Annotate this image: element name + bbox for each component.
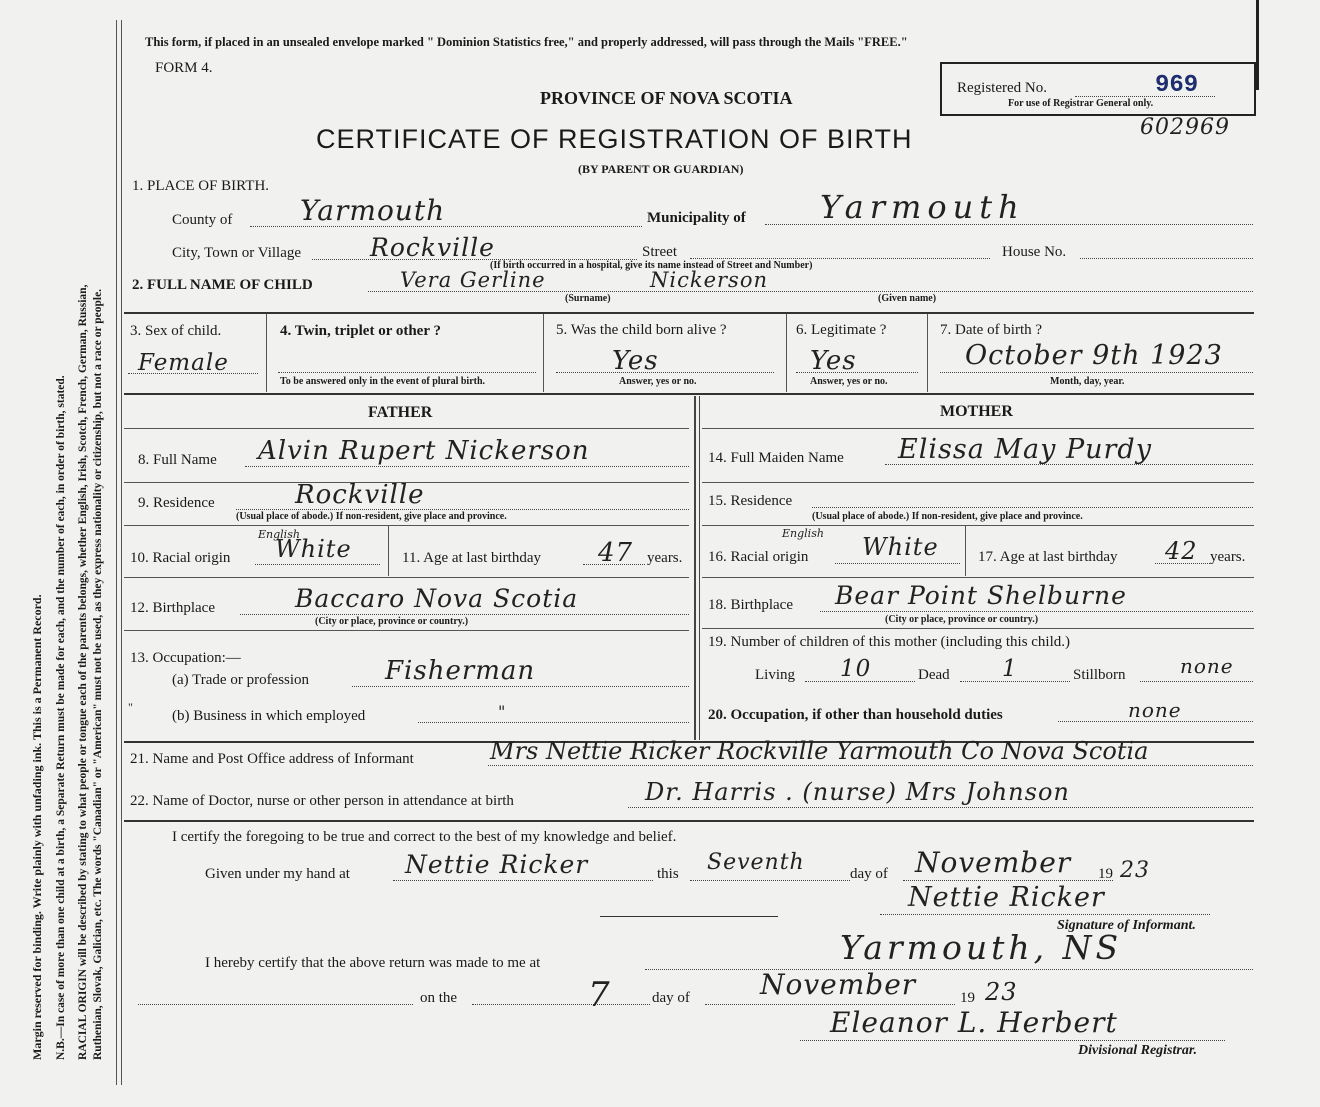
mother-res-note: (Usual place of abode.) If non-resident, give place and province. — [812, 511, 1083, 522]
city-value: Rockville — [370, 233, 495, 262]
dead-label: Dead — [918, 667, 950, 683]
place-of-birth-label: 1. PLACE OF BIRTH. — [132, 178, 270, 194]
father-mother-divider — [694, 396, 696, 740]
legit-value: Yes — [810, 346, 857, 376]
father-heading: FATHER — [368, 404, 433, 421]
father-trade-label: (a) Trade or profession — [172, 672, 310, 688]
certify-year-prefix: 19 — [1098, 866, 1113, 882]
father-trade-dots — [352, 686, 689, 687]
mother-name-value: Elissa May Purdy — [898, 434, 1152, 465]
street-label: Street — [642, 244, 677, 260]
mother-name-label: 14. Full Maiden Name — [708, 450, 844, 466]
rule-1 — [124, 312, 1254, 314]
dob-value: October 9th 1923 — [965, 340, 1223, 371]
father-age-value: 47 — [598, 538, 634, 568]
certify-month-dots — [903, 880, 1113, 881]
registrar-signature: Eleanor L. Herbert — [830, 1006, 1118, 1039]
sex-dots — [128, 373, 258, 374]
mother-race-value: White — [862, 533, 939, 561]
rule-4 — [124, 820, 1254, 822]
legit-dots — [796, 372, 918, 373]
mother-birthplace-dots — [820, 611, 1253, 612]
living-value: 10 — [840, 656, 872, 682]
registered-label: Registered No. — [957, 80, 1047, 96]
legit-label: 6. Legitimate ? — [796, 322, 887, 338]
father-business-value: " — [498, 702, 507, 721]
registrar-signature-label: Divisional Registrar. — [1078, 1043, 1198, 1058]
county-label: County of — [172, 212, 233, 228]
child-surname-value: Nickerson — [650, 268, 768, 292]
father-race-divider — [388, 526, 389, 576]
mother-occ-value: none — [1128, 698, 1182, 722]
certify-year-value: 23 — [1120, 858, 1150, 883]
mother-res-dots — [812, 507, 1253, 508]
given-label: Given under my hand at — [205, 866, 350, 882]
mother-race-dots — [835, 563, 960, 564]
mother-age-unit: years. — [1210, 549, 1246, 565]
mail-notice: This form, if placed in an unsealed envelope marked " Dominion Statistics free," and properly addressed, will pass through the Mails "FREE." — [145, 35, 908, 49]
informant-signature-label: Signature of Informant. — [1057, 918, 1196, 933]
alive-label: 5. Was the child born alive ? — [556, 322, 727, 338]
father-heading-rule — [124, 428, 689, 429]
certificate-subtitle: (BY PARENT OR GUARDIAN) — [578, 162, 744, 176]
this-label: this — [657, 866, 679, 882]
registrar-month-value: November — [760, 968, 917, 1001]
side-note-nb: N.B.—In case of more than one child at a birth, a Separate Return must be made for each, and the number of each, in order of birth, stated. — [55, 375, 67, 1060]
side-note-binding: Margin reserved for binding. Write plainly with unfading ink. This is a Permanent Record. — [30, 594, 44, 1060]
father-rule-b — [124, 525, 689, 526]
father-birthplace-label: 12. Birthplace — [130, 600, 215, 616]
side-note-racial-2: Ruthenian, Slovak, Galician, etc. The words "Canadian" or "American" must not be used, as they express nationality or citizenship, but not a race or people. — [92, 288, 104, 1060]
certificate-title: CERTIFICATE OF REGISTRATION OF BIRTH — [316, 124, 913, 154]
stillborn-dots — [1140, 681, 1253, 682]
registered-note: For use of Registrar General only. — [1008, 98, 1154, 109]
certify-day-value: Seventh — [707, 850, 805, 875]
divider-twin — [543, 314, 544, 392]
registrar-lead-dots — [138, 1004, 413, 1005]
right-edge-line — [1256, 0, 1259, 90]
doctor-label: 22. Name of Doctor, nurse or other person in attendance at birth — [130, 793, 514, 809]
registrar-statement: I hereby certify that the above return was made to me at — [205, 955, 541, 971]
mother-age-value: 42 — [1165, 537, 1198, 565]
mother-rule-b — [702, 525, 1254, 526]
registrar-month-dots — [705, 1004, 955, 1005]
surname-caption: (Surname) — [565, 293, 611, 304]
alive-note: Answer, yes or no. — [619, 376, 697, 387]
mother-age-label: 17. Age at last birthday — [978, 549, 1118, 565]
father-age-unit: years. — [647, 550, 683, 566]
child-name-label: 2. FULL NAME OF CHILD — [132, 277, 313, 293]
mother-rule-d — [702, 628, 1254, 629]
father-birthplace-value: Baccaro Nova Scotia — [295, 584, 579, 613]
mother-heading: MOTHER — [940, 403, 1013, 420]
certify-dayof-label: day of — [850, 866, 888, 882]
informant-signature: Nettie Ricker — [908, 882, 1105, 913]
municipality-label: Municipality of — [647, 210, 746, 226]
city-label: City, Town or Village — [172, 245, 302, 261]
children-label: 19. Number of children of this mother (including this child.) — [708, 634, 1071, 650]
father-mother-divider-2 — [699, 396, 700, 740]
mother-rule-c — [702, 577, 1254, 578]
father-age-label: 11. Age at last birthday — [402, 550, 541, 566]
certify-statement: I certify the foregoing to be true and correct to the best of my knowledge and belief. — [172, 829, 677, 845]
informant-sig-dots — [880, 914, 1210, 915]
mother-race-divider — [965, 526, 966, 576]
margin-mark: " — [128, 700, 133, 714]
registrar-year-prefix: 19 — [960, 990, 975, 1006]
informant-value: Mrs Nettie Ricker Rockville Yarmouth Co Nova Scotia — [490, 737, 1149, 765]
mother-birthplace-note: (City or place, province or country.) — [885, 614, 1039, 625]
informant-dots — [488, 765, 1253, 766]
father-res-value: Rockville — [295, 480, 425, 510]
given-value: Nettie Ricker — [405, 850, 589, 879]
divider-legit — [927, 314, 928, 392]
father-res-note: (Usual place of abode.) If non-resident, give place and province. — [236, 511, 507, 522]
mother-birthplace-label: 18. Birthplace — [708, 597, 793, 613]
father-race-dots — [255, 564, 380, 565]
house-label: House No. — [1002, 244, 1067, 260]
mother-race-label: 16. Racial origin — [708, 549, 809, 565]
mother-heading-rule — [702, 428, 1254, 429]
side-note-racial-1: RACIAL ORIGIN will be described by stating to what people or tongue each of the parents belongs, whether English, Irish, Scotch, French, German, Russian, — [77, 284, 89, 1060]
father-res-label: 9. Residence — [138, 495, 215, 511]
province-heading: PROVINCE OF NOVA SCOTIA — [540, 88, 793, 108]
this-dots — [690, 880, 850, 881]
mother-birthplace-value: Bear Point Shelburne — [835, 581, 1127, 610]
father-business-dots — [418, 722, 689, 723]
father-race-label: 10. Racial origin — [130, 550, 231, 566]
stillborn-label: Stillborn — [1073, 667, 1126, 683]
father-birthplace-note: (City or place, province or country.) — [315, 616, 469, 627]
hospital-note: (If birth occurred in a hospital, give its name instead of Street and Number) — [490, 260, 813, 271]
alive-value: Yes — [612, 346, 659, 376]
legit-note: Answer, yes or no. — [810, 376, 888, 387]
divider-sex — [266, 314, 267, 392]
county-value: Yarmouth — [300, 194, 446, 227]
father-trade-value: Fisherman — [385, 656, 536, 686]
father-race-note: English — [258, 528, 300, 541]
father-rule-d — [124, 630, 689, 631]
municipality-value: Yarmouth — [820, 188, 1025, 226]
dead-value: 1 — [1002, 656, 1018, 682]
registered-dots — [1075, 96, 1215, 97]
registrar-day-value: 7 — [588, 975, 611, 1015]
mother-res-label: 15. Residence — [708, 493, 793, 509]
father-race-value: White — [275, 535, 352, 563]
registrar-place-value: Yarmouth, NS — [840, 928, 1123, 967]
margin-line-inner — [121, 20, 122, 1085]
father-name-value: Alvin Rupert Nickerson — [258, 436, 590, 466]
rule-2 — [124, 393, 1254, 395]
street-dots — [690, 258, 990, 259]
mother-race-note: English — [782, 527, 824, 540]
father-birthplace-dots — [240, 614, 689, 615]
registrar-day-dots — [472, 1004, 650, 1005]
informant-label: 21. Name and Post Office address of Informant — [130, 751, 414, 767]
living-label: Living — [755, 667, 795, 683]
divider-alive — [786, 314, 787, 392]
twin-label: 4. Twin, triplet or other ? — [280, 323, 441, 339]
father-name-dots — [245, 466, 689, 467]
registrar-year-value: 23 — [985, 978, 1018, 1006]
given-name-caption: (Given name) — [878, 293, 937, 304]
sex-label: 3. Sex of child. — [130, 323, 222, 339]
mother-occ-label: 20. Occupation, if other than household duties — [708, 707, 1003, 723]
given-dots — [393, 880, 653, 881]
margin-line — [116, 20, 117, 1085]
on-the-label: on the — [420, 990, 458, 1006]
dob-note: Month, day, year. — [1050, 376, 1125, 387]
registrar-sig-dots — [800, 1040, 1225, 1041]
informant-sig-rule — [600, 916, 778, 917]
file-number: 602969 — [1140, 115, 1230, 140]
registered-number: 969 — [1155, 72, 1199, 99]
registrar-dayof-label: day of — [652, 990, 690, 1006]
house-dots — [1080, 258, 1253, 259]
alive-dots — [556, 372, 774, 373]
form-number: FORM 4. — [155, 60, 213, 76]
dob-dots — [940, 372, 1253, 373]
father-occ-label: 13. Occupation:— — [130, 650, 241, 666]
mother-rule-a — [702, 482, 1254, 483]
dob-label: 7. Date of birth ? — [940, 322, 1043, 338]
father-rule-c — [124, 577, 689, 578]
father-name-label: 8. Full Name — [138, 452, 217, 468]
child-given-value: Vera Gerline — [400, 268, 546, 292]
doctor-value: Dr. Harris . (nurse) Mrs Johnson — [645, 778, 1070, 806]
stillborn-value: none — [1180, 654, 1234, 678]
doctor-dots — [628, 807, 1253, 808]
twin-note: To be answered only in the event of plural birth. — [280, 376, 486, 387]
registrar-place-dots — [645, 969, 1253, 970]
twin-dots — [278, 372, 536, 373]
father-business-label: (b) Business in which employed — [172, 708, 366, 724]
sex-value: Female — [138, 350, 229, 376]
certify-month-value: November — [915, 846, 1072, 879]
